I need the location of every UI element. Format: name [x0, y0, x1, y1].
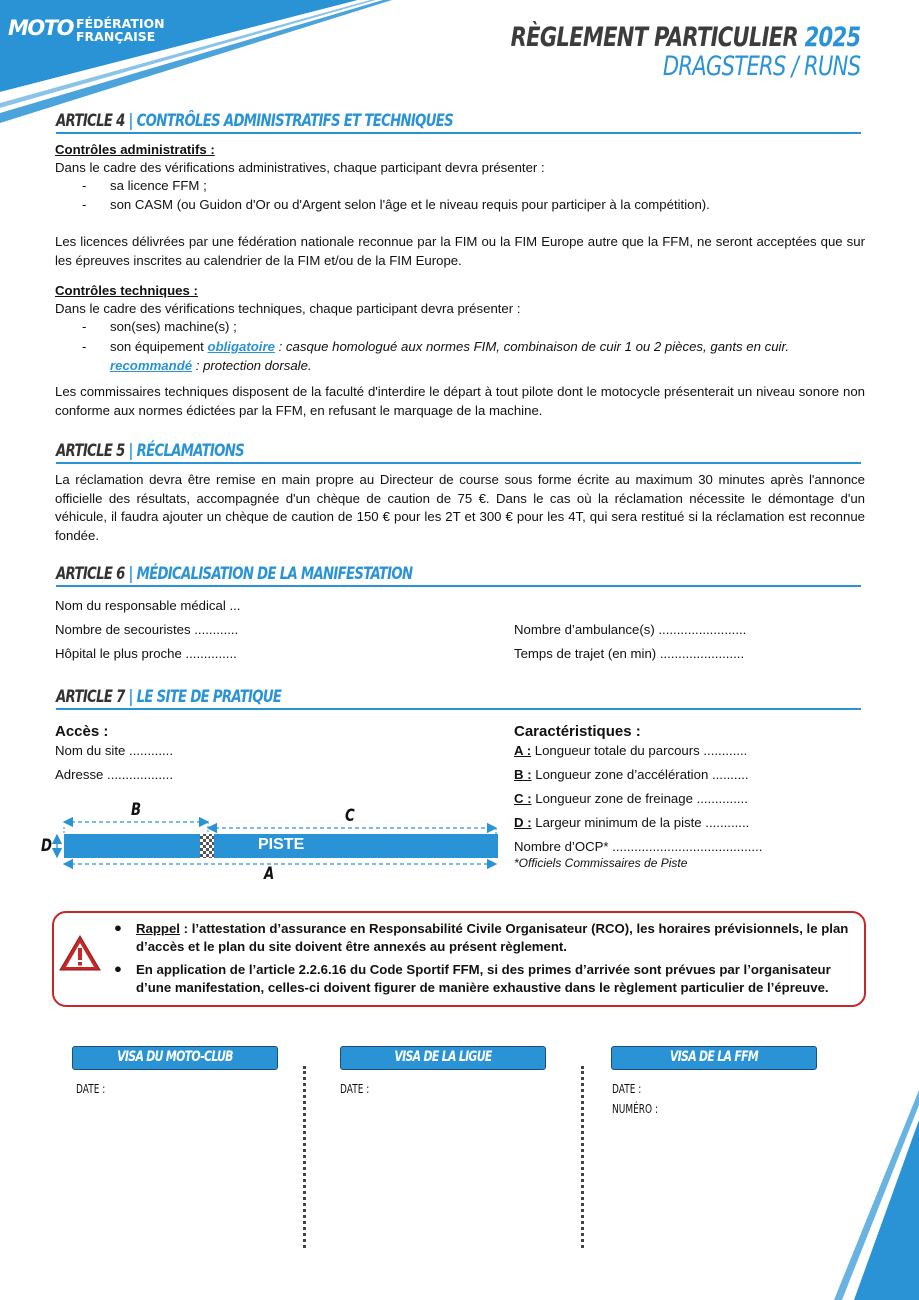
article7-num: ARTICLE 7	[56, 687, 125, 707]
tech-heading	[55, 282, 865, 301]
article6-name: | MÉDICALISATION DE LA MANIFESTATION	[128, 564, 413, 584]
alert-box	[52, 911, 866, 1007]
diagram-label-d: D	[41, 836, 52, 856]
rappel-text: : l’attestation d’assurance en Responsabilité Civile Organisateur (RCO), les horaires prévisionnels, le plan d’accès et le plan du site doivent être annexés au présent règlement.	[136, 921, 849, 954]
carac-text: Longueur totale du parcours ............	[531, 743, 748, 758]
logo-text: MOTO	[8, 16, 73, 40]
article5-name: | RÉCLAMATIONS	[128, 441, 244, 461]
diagram-label-c: C	[345, 806, 355, 826]
article4-title	[56, 111, 453, 131]
article5-header	[56, 440, 861, 464]
alert-content	[112, 920, 854, 997]
checkered-line	[200, 834, 214, 858]
visa-moto-club-date[interactable]: DATE :	[76, 1082, 106, 1096]
carac-key: D :	[514, 815, 532, 830]
carac-item-d[interactable]	[514, 815, 749, 830]
carac-item-c[interactable]	[514, 791, 748, 806]
article7-header	[56, 686, 861, 710]
carac-key: B :	[514, 767, 532, 782]
article4-header	[56, 110, 861, 134]
footer-blue-band	[854, 1120, 919, 1300]
carac-item-b[interactable]	[514, 767, 749, 782]
rappel-word: Rappel	[136, 921, 180, 936]
tech-heading-text: Contrôles techniques :	[55, 283, 198, 298]
admin-item-licence: - sa licence FFM ;	[82, 178, 207, 193]
obligatoire-link[interactable]: obligatoire	[207, 339, 275, 354]
article6-header	[56, 563, 861, 587]
carac-text: Largeur minimum de la piste ............	[531, 815, 750, 830]
carac-text: Longueur zone de freinage ..............	[531, 791, 748, 806]
reclamations-paragraph: La réclamation devra être remise en main propre au Directeur de course sous forme écrite au maximum 30 minutes après l'annonce officielle des résultats, accompagnée d'un chèque de caution de 75 €. Dans le cas où la réclamation nécessite le démontage d'un véhicule, il faudra ajouter un chèque de caution de 150 € pour les 2T et 300 € pour les 4T, qui sera restitué si la réclamation est reconnue fondée.	[55, 472, 865, 543]
visa-ligue-title: VISA DE LA LIGUE	[394, 1049, 492, 1065]
article4-num: ARTICLE 4	[56, 111, 125, 131]
federation-line2: FRANÇAISE	[76, 29, 156, 44]
ocp-field[interactable]: Nombre d’OCP* .........................................	[514, 839, 763, 854]
title-main	[510, 22, 860, 53]
application-text: En application de l’article 2.2.6.16 du Code Sportif FFM, si des primes d’arrivée sont prévues par l’organisateur d’une manifestation, celles-ci doivent figurer de manière exhaustive dans le règlement particulier de l’épreuve.	[136, 962, 831, 995]
trajet-field[interactable]: Temps de trajet (en min) .......................	[514, 646, 745, 661]
tech-item-text: son(ses) machine(s) ;	[110, 319, 237, 334]
article7-title	[56, 687, 281, 707]
title-year: 2025	[804, 22, 860, 53]
tech-item2-post: : casque homologué aux normes FIM, combinaison de cuir 1 ou 2 pièces, gants en cuir.	[274, 339, 790, 354]
visa-ligue-date[interactable]: DATE :	[340, 1082, 370, 1096]
federation-name	[76, 17, 165, 43]
moto-logo	[8, 14, 73, 44]
ocp-note: *Officiels Commissaires de Piste	[514, 856, 688, 870]
article7-name: | LE SITE DE PRATIQUE	[128, 687, 282, 707]
piste-label: PISTE	[258, 836, 305, 853]
diagram-label-b: B	[131, 800, 141, 820]
carac-item-a[interactable]	[514, 743, 747, 758]
licences-paragraph: Les licences délivrées par une fédération nationale reconnue par la FIM ou la FIM Europe autre que la FFM, ne seront acceptées que sur les épreuves inscrites au calendrier de la FIM et/ou de la FIM Europe.	[55, 234, 865, 268]
acces-heading: Accès :	[55, 723, 109, 740]
diagram-label-a: A	[264, 864, 274, 884]
tech-item2-post2: : protection dorsale.	[192, 357, 312, 373]
adresse-field[interactable]: Adresse ..................	[55, 767, 173, 782]
ambulances-field[interactable]: Nombre d’ambulance(s) ........................	[514, 622, 747, 637]
admin-item-casm: - son CASM (ou Guidon d'Or ou d'Argent selon l'âge et le niveau requis pour participer à la compétition).	[82, 197, 710, 212]
caracteristiques-heading: Caractéristiques :	[514, 723, 641, 740]
commissaires-paragraph: Les commissaires techniques disposent de la faculté d'interdire le départ à tout pilote dont le motocycle présenterait un niveau sonore non conforme aux normes édictées par la FFM, en refusant le marquage de la machine.	[55, 384, 865, 418]
responsable-medical-field[interactable]: Nom du responsable médical ...	[55, 598, 241, 613]
tech-item2-pre: son équipement	[110, 339, 204, 354]
visa-ffm-numero[interactable]: NUMÉRO :	[612, 1102, 659, 1116]
article6-title	[56, 564, 412, 584]
article4-name: | CONTRÔLES ADMINISTRATIFS ET TECHNIQUES	[128, 111, 453, 131]
visa-ffm-header	[611, 1046, 817, 1070]
admin-heading-text: Contrôles administratifs :	[55, 142, 215, 157]
article5-title	[56, 441, 244, 461]
visa-ffm-title: VISA DE LA FFM	[669, 1049, 759, 1065]
nom-site-field[interactable]: Nom du site ............	[55, 743, 173, 758]
visa-moto-club-header	[72, 1046, 278, 1070]
visa-ffm-date[interactable]: DATE :	[612, 1082, 642, 1096]
admin-item-text: sa licence FFM ;	[110, 178, 207, 193]
visa-moto-club-title: VISA DU MOTO-CLUB	[117, 1049, 233, 1065]
hopital-field[interactable]: Hôpital le plus proche ..............	[55, 646, 237, 661]
admin-item-text: son CASM (ou Guidon d'Or ou d'Argent selon l'âge et le niveau requis pour participer à la compétition).	[110, 197, 710, 212]
tech-item-equipement: - son équipement obligatoire : casque homologué aux normes FIM, combinaison de cuir 1 ou 2 pièces, gants en cuir. recommandé : protection dorsale.	[82, 339, 790, 373]
tech-item-machine: - son(ses) machine(s) ;	[82, 319, 237, 334]
visa-ligue-header	[340, 1046, 546, 1070]
federation-line1: FÉDÉRATION	[76, 16, 165, 31]
alert-item-application: ● En application de l’article 2.2.6.16 du Code Sportif FFM, si des primes d’arrivée sont prévues par l’organisateur d’une manifestation, celles-ci doivent figurer de manière exhaustive dans le règlement particulier de l’épreuve.	[114, 961, 831, 995]
carac-text: Longueur zone d’accélération ..........	[531, 767, 749, 782]
carac-key: C :	[514, 791, 532, 806]
title-main-text: RÈGLEMENT PARTICULIER	[510, 22, 798, 53]
article6-num: ARTICLE 6	[56, 564, 125, 584]
document-title	[412, 22, 860, 82]
tech-intro: Dans le cadre des vérifications techniques, chaque participant devra présenter :	[55, 301, 521, 316]
secouristes-field[interactable]: Nombre de secouristes ............	[55, 622, 239, 637]
recommande-link[interactable]: recommandé	[110, 357, 193, 373]
admin-intro: Dans le cadre des vérifications administratives, chaque participant devra présenter :	[55, 160, 545, 175]
admin-heading	[55, 141, 865, 160]
warning-icon	[58, 933, 102, 973]
title-subtitle: DRAGSTERS / RUNS	[662, 51, 860, 82]
article5-num: ARTICLE 5	[56, 441, 125, 461]
visa-divider-2	[581, 1066, 584, 1248]
carac-key: A :	[514, 743, 532, 758]
visa-divider-1	[303, 1066, 306, 1248]
alert-item-rappel: ● Rappel : l’attestation d’assurance en Responsabilité Civile Organisateur (RCO), les horaires prévisionnels, le plan d’accès et le plan du site doivent être annexés au présent règlement.	[114, 920, 849, 954]
